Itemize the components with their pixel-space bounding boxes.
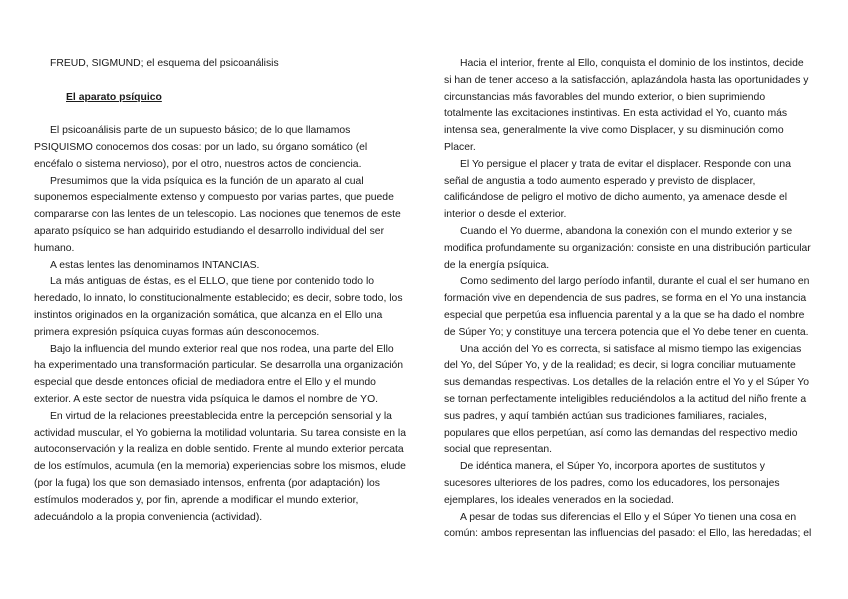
spacer [34,73,406,90]
document-header: FREUD, SIGMUND; el esquema del psicoanálisis [50,58,279,69]
paragraph: A estas lentes las denominamos INTANCIAS. [50,259,260,271]
paragraph: El Yo persigue el placer y trata de evitar el displacer. Responde con una señal de angustia a todo aumento esperado y previsto de displacer, calificándose de peligro el motivo de dicho aumento, ya amenace desde el interior o desde el exterior. [444,158,791,221]
right-column [444,56,814,543]
paragraph: Hacia el interior, frente al Ello, conquista el dominio de los instintos, decide si han de tener acceso a la satisfacción, aplazándola hasta las oportunidades y circunstancias más favorables del mundo exterior, o bien suprimiendo totalmente las excitaciones instintivas. En esta actividad el Yo, cuanto más intensa sea, generalmente la vive como Displacer, y su disminución como Placer. [444,58,809,153]
paragraph: Cuando el Yo duerme, abandona la conexión con el mundo exterior y se modifica profundamente su organización: consiste en una distribución particular de la energía psíquica. [444,225,811,271]
left-column [34,56,406,526]
paragraph: A pesar de todas sus diferencias el Ello y el Súper Yo tienen una cosa en común: ambos representan las influencias del pasado: el Ello, las heredadas; el [444,511,812,540]
paragraph: El psicoanálisis parte de un supuesto básico; de lo que llamamos PSIQUISMO conocemos dos cosas: por un lado, su órgano somático (el encéfalo o sistema nervioso), por el otro, nuestros actos de conciencia. [34,125,368,170]
paragraph: Bajo la influencia del mundo exterior real que nos rodea, una parte del Ello ha experimentado una transformación particular. Se desarrolla una organización especial que desde entonces oficial de mediadora entre el Ello y el mundo exterior. A este sector de nuestra vida psíquica le damos el nombre de YO. [34,343,404,405]
section-title: El aparato psíquico [66,91,162,103]
spacer [34,106,406,123]
paragraph: En virtud de la relaciones preestablecida entre la percepción sensorial y la actividad muscular, el Yo gobierna la motilidad voluntaria. Su tarea consiste en la autoconservación y la realiza en doble sentido. Frente al mundo exterior percata de los estímulos, acumula (en la memoria) experiencias sobre los mismos, elude (por la fuga) los que son demasiado intensos, enfrenta (por adaptación) los estímulos moderados y, por fin, aprende a modificar el mundo exterior, adecuándolo a la propia conveniencia (actividad). [34,410,406,523]
paragraph: De idéntica manera, el Súper Yo, incorpora aportes de sustitutos y sucesores ulteriores de los padres, como los educadores, los personajes ejemplares, los ideales venerados en la sociedad. [444,461,780,506]
paragraph: Como sedimento del largo período infantil, durante el cual el ser humano en formación vive en dependencia de sus padres, se forma en el Yo una instancia especial que perpetúa esa influencia parental y a la que se ha dado el nombre de Súper Yo; y constituye una tercera potencia que el Yo debe tener en cuenta. [444,276,810,338]
paragraph: La más antiguas de éstas, es el ELLO, que tiene por contenido todo lo heredado, lo innato, lo constitucionalmente establecido; es decir, sobre todo, los instintos originados en la organización somática, que alcanza en el Ello una primera expresión psíquica cuyas formas aún desconocemos. [34,276,403,338]
paragraph: Presumimos que la vida psíquica es la función de un aparato al cual suponemos especialmente extenso y compuesto por varias partes, que puede compararse con las lentes de un telescopio. Las nociones que tenemos de este aparato psíquico se han adquirido estudiando el desarrollo individual del ser humano. [34,175,401,254]
paragraph: Una acción del Yo es correcta, si satisface al mismo tiempo las exigencias del Yo, del Súper Yo, y de la realidad; es decir, si logra conciliar mutuamente sus demandas respectivas. Los detalles de la relación entre el Yo y el Súper Yo se tornan perfectamente inteligibles reduciéndolos a la actitud del niño frente a sus padres, y aquí también actúan sus tradiciones familiares, raciales, populares que ellos perpetúan, así como las demandas del respectivo medio social que representan. [444,343,810,456]
